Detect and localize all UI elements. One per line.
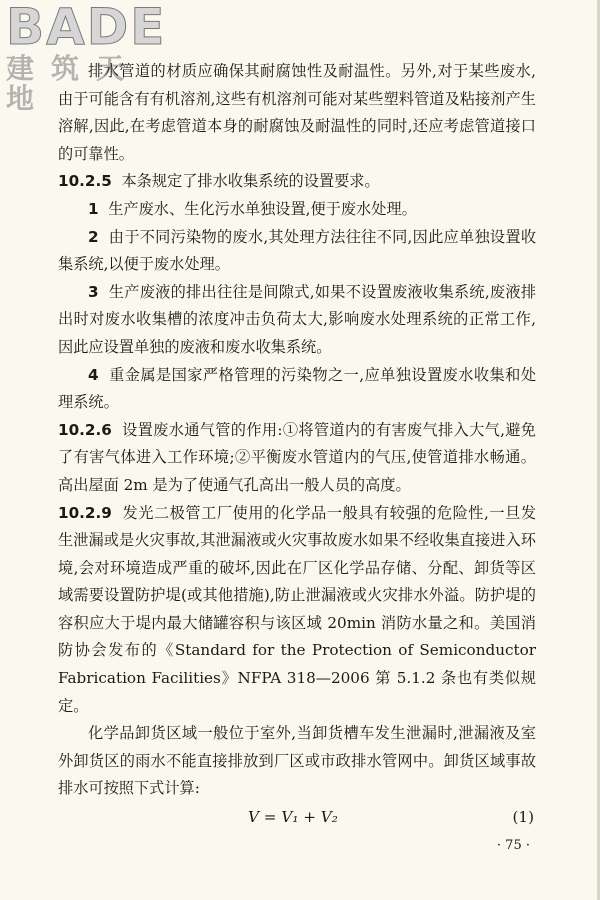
- section-10-2-9: [58, 500, 536, 721]
- paragraph-unloading: 化学品卸货区域一般位于室外,当卸货槽车发生泄漏时,泄漏液及室外卸货区的雨水不能直接排放到厂区或市政排水管网中。卸货区域事故排水可按照下式计算:: [58, 724, 536, 798]
- section-text: 本条规定了排水收集系统的设置要求。: [121, 172, 380, 191]
- section-number: 10.2.9: [58, 503, 112, 522]
- item-number: 2: [88, 227, 99, 246]
- section-10-2-5: [58, 168, 536, 196]
- item-number: 1: [88, 199, 99, 218]
- item-number: 3: [88, 282, 99, 301]
- logo-subtitle: 建筑天地: [6, 52, 142, 115]
- paragraph-intro: 排水管道的材质应确保其耐腐蚀性及耐温性。另外,对于某些废水,由于可能含有有机溶剂,这些有机溶剂可能对某些塑料管道及粘接剂产生溶解,因此,在考虑管道本身的耐腐蚀及耐温性的同时,还应考虑管道接口的可靠性。: [58, 62, 536, 163]
- list-item: [58, 224, 536, 279]
- page-number: · 75 ·: [496, 838, 530, 853]
- item-text: 生产废液的排出往往是间隙式,如果不设置废液收集系统,废液排出时对废水收集槽的浓度冲击负荷太大,影响废水处理系统的正常工作,因此应设置单独的废液和废水收集系统。: [58, 282, 537, 356]
- item-text: 由于不同污染物的废水,其处理方法往往不同,因此应单独设置收集系统,以便于废水处理。: [58, 227, 537, 274]
- formula-number: (1): [512, 808, 534, 827]
- item-number: 4: [88, 365, 99, 384]
- section-text: 发光二极管工厂使用的化学品一般具有较强的危险性,一旦发生泄漏或是火灾事故,其泄漏液或火灾事故废水如果不经收集直接进入环境,会对环境造成严重的破坏,因此在厂区化学品存储、分配、卸货等区域需要设置防护堤(或其他措施),防止泄漏液或火灾排水外溢。防护堤的容积应大于堤内最大储罐容积与该区域 20min 消防水量之和。美国消防协会发布的《Standard for the Protection of Semiconductor Fabrication Facilities》NFPA 318—2006 第 5.1.2 条也有类似规定。: [58, 503, 537, 715]
- item-text: 重金属是国家严格管理的污染物之一,应单独设置废水收集和处理系统。: [58, 365, 537, 412]
- formula: [58, 804, 536, 834]
- item-text: 生产废水、生化污水单独设置,便于废水处理。: [108, 199, 417, 218]
- list-item: [58, 362, 536, 417]
- section-10-2-6: [58, 417, 536, 500]
- formula-expression: V = V₁ + V₂: [248, 808, 338, 827]
- section-number: 10.2.5: [58, 172, 112, 191]
- section-text: 设置废水通气管的作用:①将管道内的有害废气排入大气,避免了有害气体进入工作环境;②平衡废水管道内的气压,使管道排水畅通。高出屋面 2m 是为了使通气孔高出一般人员的高度。: [58, 420, 536, 494]
- list-item: [58, 279, 536, 362]
- document-body: [58, 58, 536, 834]
- logo-wordmark: BADE: [6, 0, 167, 56]
- list-item: [58, 196, 536, 224]
- section-number: 10.2.6: [58, 420, 112, 439]
